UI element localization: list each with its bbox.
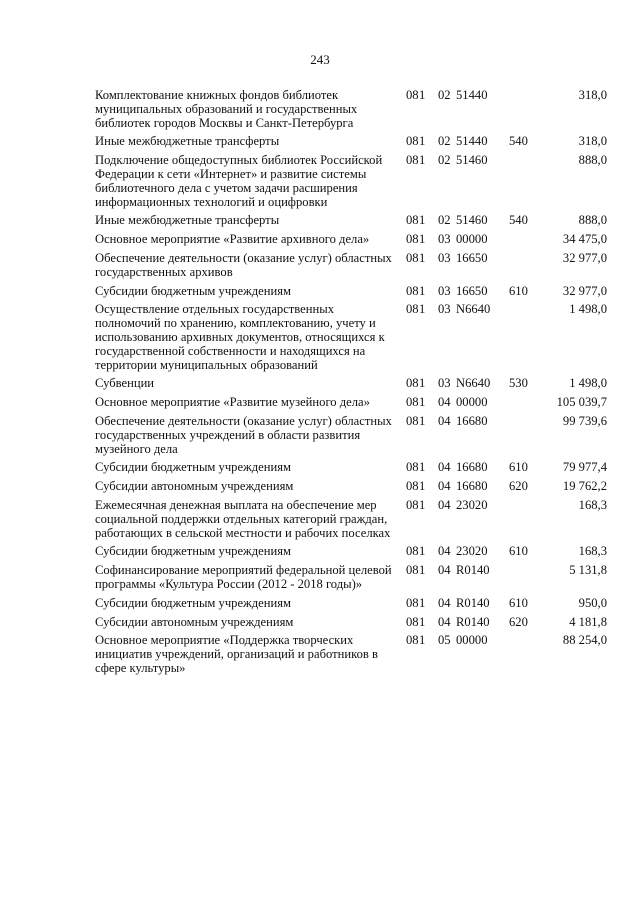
amount: 32 977,0 [562, 283, 607, 298]
main-activity-code: 04 [438, 395, 451, 410]
main-activity-code: 03 [438, 376, 451, 391]
main-activity-code: 03 [438, 250, 451, 265]
grbs-code: 08 [406, 302, 419, 317]
table-row [0, 285, 640, 299]
subprogram-code: 1 [419, 614, 426, 629]
row-description: Софинансирование мероприятий федеральной целевой программы «Культура России (2012 - 2018 годы)» [95, 563, 392, 591]
table-row [0, 89, 640, 130]
subprogram-code: 1 [419, 460, 426, 475]
grbs-code: 08 [406, 283, 419, 298]
amount: 32 977,0 [562, 250, 607, 265]
grbs-code: 08 [406, 633, 419, 648]
table-row [0, 303, 640, 372]
subprogram-code: 1 [419, 250, 426, 265]
table-row [0, 461, 640, 475]
subprogram-code: 1 [419, 395, 426, 410]
subprogram-code: 1 [419, 232, 426, 247]
row-description: Субсидии бюджетным учреждениям [95, 283, 291, 298]
expense-type-code: 530 [509, 376, 528, 391]
main-activity-code: 04 [438, 595, 451, 610]
direction-code: R0140 [456, 595, 490, 610]
direction-code: 00000 [456, 633, 488, 648]
main-activity-code: 02 [438, 213, 451, 228]
row-description: Субсидии автономным учреждениям [95, 614, 294, 629]
main-activity-code: 04 [438, 479, 451, 494]
row-description: Основное мероприятие «Развитие архивного дела» [95, 232, 370, 247]
amount: 19 762,2 [562, 479, 607, 494]
main-activity-code: 02 [438, 88, 451, 102]
direction-code: 51460 [456, 153, 488, 168]
grbs-code: 08 [406, 395, 419, 410]
direction-code: R0140 [456, 563, 490, 578]
subprogram-code: 1 [419, 213, 426, 228]
table-row [0, 377, 640, 391]
direction-code: 51440 [456, 88, 488, 102]
grbs-code: 08 [406, 563, 419, 578]
main-activity-code: 04 [438, 544, 451, 559]
grbs-code: 08 [406, 413, 419, 428]
expense-type-code: 620 [509, 614, 528, 629]
table-row [0, 135, 640, 149]
table-row [0, 634, 640, 675]
table-row [0, 154, 640, 209]
grbs-code: 08 [406, 497, 419, 512]
grbs-code: 08 [406, 544, 419, 559]
row-description: Субсидии бюджетным учреждениям [95, 595, 291, 610]
amount: 168,3 [578, 497, 607, 512]
grbs-code: 08 [406, 479, 419, 494]
amount: 4 181,8 [569, 614, 607, 629]
row-description: Обеспечение деятельности (оказание услуг) областных государственных архивов [95, 250, 392, 279]
expense-type-code: 610 [509, 283, 528, 298]
row-description: Обеспечение деятельности (оказание услуг) областных государственных учреждений в области развития музейного дела [95, 413, 392, 456]
direction-code: R0140 [456, 614, 490, 629]
direction-code: 16680 [456, 413, 488, 428]
direction-code: 00000 [456, 232, 488, 247]
table-row [0, 415, 640, 456]
amount: 888,0 [578, 153, 607, 168]
amount: 105 039,7 [556, 395, 607, 410]
amount: 34 475,0 [562, 232, 607, 247]
amount: 5 131,8 [569, 563, 607, 578]
direction-code: 23020 [456, 544, 488, 559]
grbs-code: 08 [406, 460, 419, 475]
direction-code: 00000 [456, 395, 488, 410]
expense-type-code: 610 [509, 544, 528, 559]
direction-code: 23020 [456, 497, 488, 512]
grbs-code: 08 [406, 134, 419, 149]
table-row [0, 564, 640, 592]
grbs-code: 08 [406, 88, 419, 102]
subprogram-code: 1 [419, 595, 426, 610]
row-description: Подключение общедоступных библиотек Российской Федерации к сети «Интернет» и развитие системы библиотечного дела с учетом задачи расширения информационных технологий и оцифровки [95, 153, 383, 209]
subprogram-code: 1 [419, 153, 426, 168]
table-row [0, 233, 640, 247]
amount: 79 977,4 [562, 460, 607, 475]
subprogram-code: 1 [419, 134, 426, 149]
grbs-code: 08 [406, 595, 419, 610]
direction-code: 16650 [456, 250, 488, 265]
row-description: Субсидии автономным учреждениям [95, 479, 294, 494]
subprogram-code: 1 [419, 302, 426, 317]
row-description: Осуществление отдельных государственных полномочий по хранению, комплектованию, учету и использованию архивных документов, относящихся к государственной собственности и находящихся на территории муниципальных образований [95, 302, 385, 372]
subprogram-code: 1 [419, 376, 426, 391]
main-activity-code: 03 [438, 232, 451, 247]
grbs-code: 08 [406, 376, 419, 391]
main-activity-code: 04 [438, 614, 451, 629]
amount: 99 739,6 [562, 413, 607, 428]
table-row [0, 499, 640, 540]
amount: 888,0 [578, 213, 607, 228]
grbs-code: 08 [406, 213, 419, 228]
row-description: Иные межбюджетные трансферты [95, 213, 280, 228]
table-row [0, 480, 640, 494]
direction-code: 16680 [456, 460, 488, 475]
table-row [0, 252, 640, 280]
table-row [0, 214, 640, 228]
subprogram-code: 1 [419, 497, 426, 512]
direction-code: N6640 [456, 376, 491, 391]
main-activity-code: 04 [438, 460, 451, 475]
row-description: Ежемесячная денежная выплата на обеспечение мер социальной поддержки отдельных категорий граждан, работающих в сельской местности и рабочих поселках [95, 497, 391, 540]
direction-code: 16650 [456, 283, 488, 298]
direction-code: N6640 [456, 302, 491, 317]
amount: 88 254,0 [562, 633, 607, 648]
amount: 318,0 [578, 88, 607, 102]
expense-type-code: 610 [509, 595, 528, 610]
table-row [0, 597, 640, 611]
grbs-code: 08 [406, 250, 419, 265]
main-activity-code: 02 [438, 153, 451, 168]
row-description: Основное мероприятие «Поддержка творческих инициатив учреждений, организаций и работников в сфере культуры» [95, 633, 378, 675]
subprogram-code: 1 [419, 283, 426, 298]
row-description: Основное мероприятие «Развитие музейного дела» [95, 395, 370, 410]
amount: 1 498,0 [569, 376, 607, 391]
grbs-code: 08 [406, 153, 419, 168]
table-row [0, 396, 640, 410]
main-activity-code: 03 [438, 302, 451, 317]
subprogram-code: 1 [419, 88, 426, 102]
expense-type-code: 540 [509, 134, 528, 149]
direction-code: 16680 [456, 479, 488, 494]
table-row [0, 616, 640, 630]
grbs-code: 08 [406, 232, 419, 247]
amount: 950,0 [578, 595, 607, 610]
amount: 1 498,0 [569, 302, 607, 317]
grbs-code: 08 [406, 614, 419, 629]
budget-table [0, 89, 640, 681]
row-description: Субсидии бюджетным учреждениям [95, 460, 291, 475]
page-number: 243 [310, 52, 330, 67]
subprogram-code: 1 [419, 633, 426, 648]
row-description: Субвенции [95, 376, 155, 391]
direction-code: 51460 [456, 213, 488, 228]
expense-type-code: 610 [509, 460, 528, 475]
main-activity-code: 02 [438, 134, 451, 149]
expense-type-code: 620 [509, 479, 528, 494]
main-activity-code: 04 [438, 413, 451, 428]
subprogram-code: 1 [419, 563, 426, 578]
subprogram-code: 1 [419, 544, 426, 559]
row-description: Субсидии бюджетным учреждениям [95, 544, 291, 559]
main-activity-code: 05 [438, 633, 451, 648]
table-row [0, 545, 640, 559]
main-activity-code: 03 [438, 283, 451, 298]
expense-type-code: 540 [509, 213, 528, 228]
subprogram-code: 1 [419, 479, 426, 494]
main-activity-code: 04 [438, 497, 451, 512]
row-description: Комплектование книжных фондов библиотек муниципальных образований и государственных библиотек городов Москвы и Санкт-Петербурга [95, 88, 358, 130]
subprogram-code: 1 [419, 413, 426, 428]
amount: 168,3 [578, 544, 607, 559]
direction-code: 51440 [456, 134, 488, 149]
amount: 318,0 [578, 134, 607, 149]
main-activity-code: 04 [438, 563, 451, 578]
row-description: Иные межбюджетные трансферты [95, 134, 280, 149]
